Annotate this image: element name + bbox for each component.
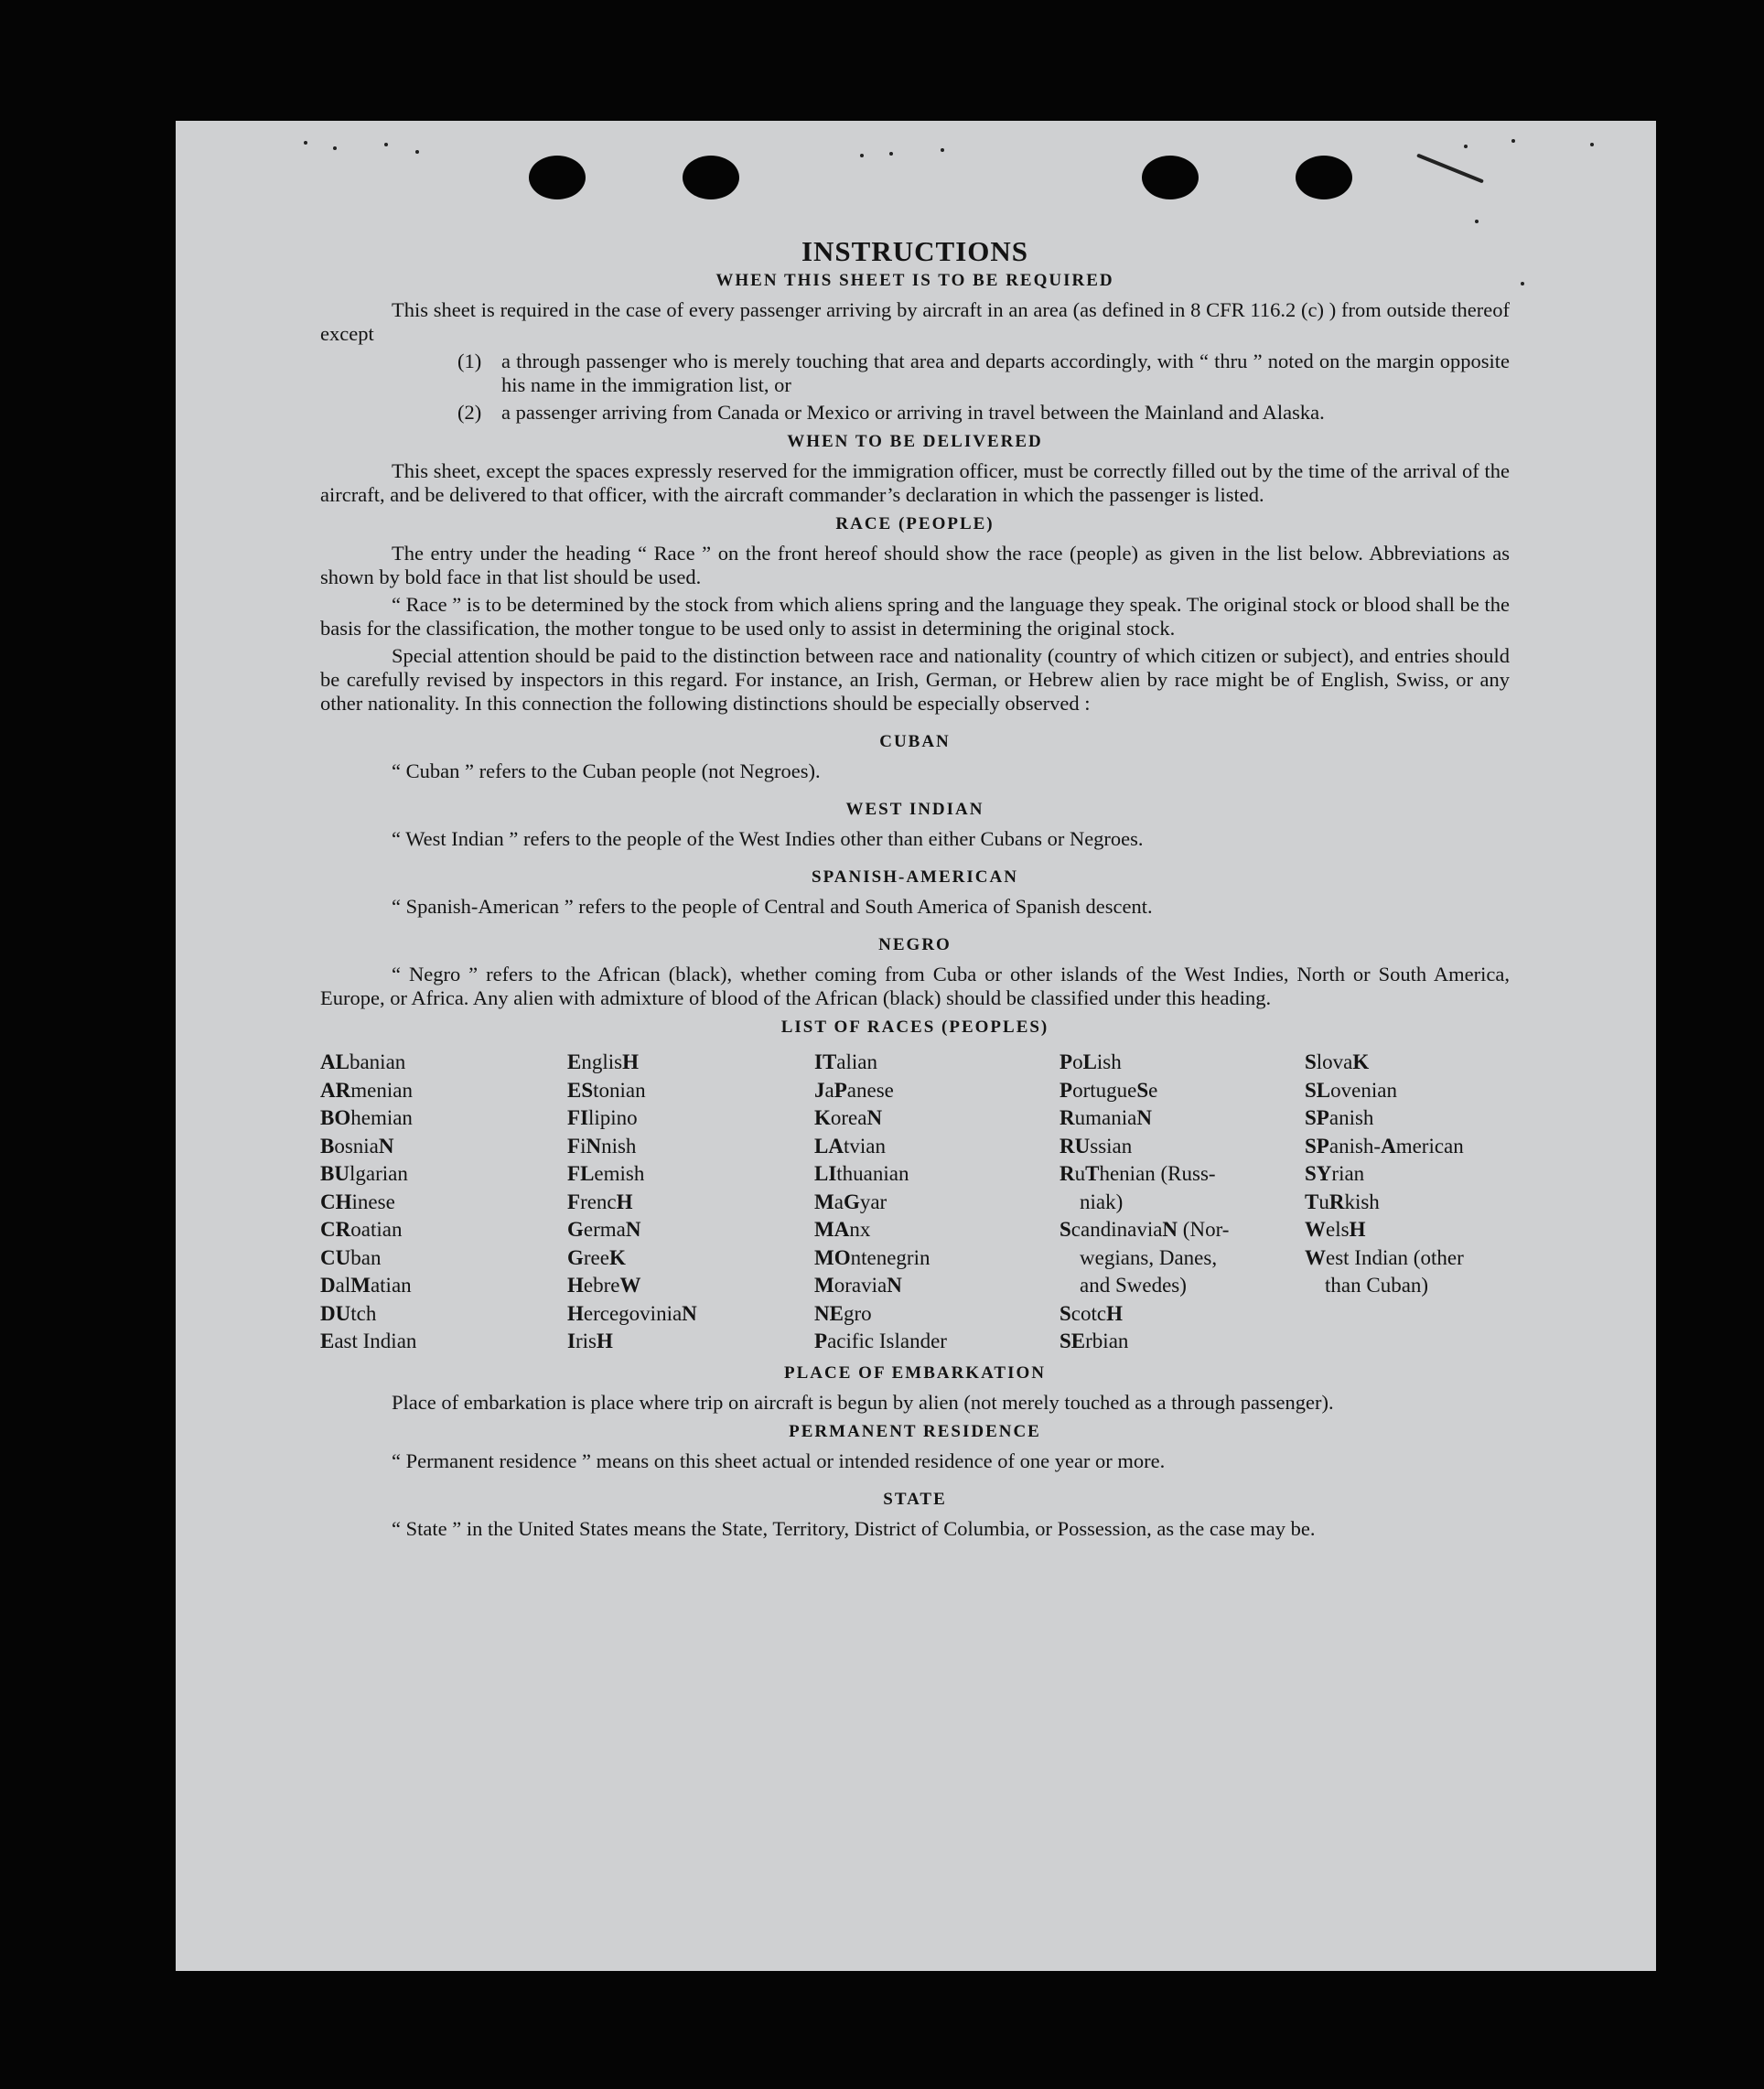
race-entry: BosniaN bbox=[320, 1134, 394, 1158]
races-list bbox=[320, 1049, 1510, 1356]
spanish-american-text: “ Spanish-American ” refers to the people of Central and South America of Spanish descent. bbox=[392, 895, 1153, 918]
west-indian-text: “ West Indian ” refers to the people of the West Indies other than either Cubans or Negroes. bbox=[392, 827, 1144, 850]
instructions-content bbox=[320, 235, 1510, 1541]
races-column bbox=[567, 1049, 814, 1356]
race-entry: FIlipino bbox=[567, 1106, 638, 1129]
race-entry: EnglisH bbox=[567, 1050, 639, 1073]
scratch-mark bbox=[1416, 154, 1484, 184]
race-entry: PoLish bbox=[1059, 1050, 1122, 1073]
heading-cuban: CUBAN bbox=[879, 732, 951, 751]
race-entry: TuRkish bbox=[1305, 1190, 1380, 1213]
race-entry: ScandinaviaN (Nor- bbox=[1059, 1218, 1230, 1241]
page-title: INSTRUCTIONS bbox=[801, 235, 1028, 267]
race-entry: DalMatian bbox=[320, 1274, 412, 1297]
race-entry: GermaN bbox=[567, 1218, 641, 1241]
race-entry: SYrian bbox=[1305, 1162, 1365, 1185]
speck bbox=[889, 152, 893, 156]
speck bbox=[304, 141, 307, 145]
speck bbox=[415, 150, 419, 154]
heading-when-delivered: WHEN TO BE DELIVERED bbox=[787, 432, 1043, 451]
race-entry: MaGyar bbox=[814, 1190, 887, 1213]
race-paragraph: Special attention should be paid to the distinction between race and nationality (country of which citizen or subject), and entries should be carefully revised by inspectors in this regard. For instance, an Irish, German, or Hebrew alien by race might be of English, Swiss, or any other nationality. In this connection the following distinctions should be especially observed : bbox=[320, 644, 1510, 715]
punch-hole bbox=[529, 156, 586, 199]
race-entry-continuation: than Cuban) bbox=[1325, 1274, 1429, 1297]
heading-state: STATE bbox=[883, 1489, 947, 1509]
speck bbox=[1475, 220, 1479, 223]
race-entry: RUssian bbox=[1059, 1134, 1133, 1158]
heading-negro: NEGRO bbox=[878, 935, 952, 954]
heading-spanish-american: SPANISH-AMERICAN bbox=[812, 867, 1018, 887]
race-entry: HebreW bbox=[567, 1274, 641, 1297]
race-entry-continuation: niak) bbox=[1080, 1190, 1124, 1213]
punch-hole bbox=[683, 156, 739, 199]
race-entry: East Indian bbox=[320, 1330, 417, 1352]
when-required-intro: This sheet is required in the case of every passenger arriving by aircraft in an area (as defined in 8 CFR 116.2 (c) ) from outside thereof except bbox=[320, 298, 1510, 345]
embarkation-text: Place of embarkation is place where trip on aircraft is begun by alien (not merely touched as a through passenger). bbox=[392, 1390, 1334, 1414]
cuban-text: “ Cuban ” refers to the Cuban people (not Negroes). bbox=[392, 759, 821, 782]
permanent-residence-text: “ Permanent residence ” means on this sheet actual or intended residence of one year or more. bbox=[392, 1448, 1166, 1472]
speck bbox=[941, 148, 944, 152]
speck bbox=[1464, 145, 1468, 148]
speck bbox=[333, 146, 337, 150]
speck bbox=[860, 154, 864, 157]
race-entry: JaPanese bbox=[814, 1078, 894, 1102]
document-sheet bbox=[176, 121, 1656, 1971]
race-entry: SPanish bbox=[1305, 1106, 1374, 1129]
race-entry: FLemish bbox=[567, 1162, 645, 1185]
speck bbox=[384, 143, 388, 146]
race-entry: DUtch bbox=[320, 1301, 377, 1325]
race-entry: IrisH bbox=[567, 1330, 613, 1352]
punch-hole bbox=[1296, 156, 1352, 199]
race-entry: FrencH bbox=[567, 1190, 633, 1213]
race-paragraph: “ Race ” is to be determined by the stock from which aliens spring and the language they speak. The original stock or blood shall be the basis for the classification, the mother tongue to be used only to assist in determining the original stock. bbox=[320, 593, 1510, 640]
exception-item bbox=[320, 350, 1510, 397]
race-entry: PortugueSe bbox=[1059, 1078, 1158, 1102]
races-column bbox=[1305, 1049, 1510, 1356]
race-entry: SLovenian bbox=[1305, 1078, 1397, 1102]
race-entry: BUlgarian bbox=[320, 1162, 408, 1185]
race-entry: MAnx bbox=[814, 1218, 871, 1241]
races-column bbox=[320, 1049, 567, 1356]
race-entry: FiNnish bbox=[567, 1134, 637, 1158]
when-delivered-text: This sheet, except the spaces expressly reserved for the immigration officer, must be correctly filled out by the time of the arrival of the aircraft, and be delivered to that officer, with the aircraft commander’s declaration in which the passenger is listed. bbox=[320, 459, 1510, 506]
race-paragraph: The entry under the heading “ Race ” on the front hereof should show the race (people) as given in the list below. Abbreviations as shown by bold face in that list should be used. bbox=[320, 542, 1510, 588]
race-entry: SlovaK bbox=[1305, 1050, 1370, 1073]
exception-number: (2) bbox=[457, 401, 482, 424]
negro-text: “ Negro ” refers to the African (black), whether coming from Cuba or other islands of the West Indies, North or South America, Europe, or Africa. Any alien with admixture of blood of the African (black) should be classified under this heading. bbox=[320, 963, 1510, 1009]
race-entry: BOhemian bbox=[320, 1106, 413, 1129]
race-entry: EStonian bbox=[567, 1078, 646, 1102]
heading-west-indian: WEST INDIAN bbox=[845, 800, 984, 819]
race-entry: LAtvian bbox=[814, 1134, 886, 1158]
speck bbox=[1521, 282, 1524, 285]
heading-when-required: WHEN THIS SHEET IS TO BE REQUIRED bbox=[715, 271, 1114, 290]
race-entry: GreeK bbox=[567, 1245, 626, 1269]
race-entry: ScotcH bbox=[1059, 1301, 1123, 1325]
exception-number: (1) bbox=[457, 350, 482, 372]
race-entry: NEgro bbox=[814, 1301, 872, 1325]
speck bbox=[1511, 139, 1515, 143]
race-entry: MoraviaN bbox=[814, 1274, 902, 1297]
race-entry-continuation: and Swedes) bbox=[1080, 1274, 1187, 1297]
race-entry: CHinese bbox=[320, 1190, 395, 1213]
race-entry-continuation: wegians, Danes, bbox=[1080, 1245, 1218, 1269]
race-entry: ARmenian bbox=[320, 1078, 413, 1102]
race-entry: SPanish-American bbox=[1305, 1134, 1464, 1158]
exception-text: a through passenger who is merely touching that area and departs accordingly, with “ thru ” noted on the margin opposite his name in the immigration list, or bbox=[501, 350, 1510, 396]
races-column bbox=[814, 1049, 1059, 1356]
race-entry: WelsH bbox=[1305, 1218, 1366, 1241]
state-text: “ State ” in the United States means the State, Territory, District of Columbia, or Possession, as the case may be. bbox=[392, 1516, 1316, 1540]
heading-permanent-residence: PERMANENT RESIDENCE bbox=[789, 1421, 1041, 1441]
race-entry: SErbian bbox=[1059, 1330, 1129, 1352]
race-entry: RuThenian (Russ- bbox=[1059, 1162, 1216, 1185]
race-entry: MOntenegrin bbox=[814, 1245, 930, 1269]
exception-text: a passenger arriving from Canada or Mexico or arriving in travel between the Mainland and Alaska. bbox=[501, 401, 1325, 424]
race-entry: LIthuanian bbox=[814, 1162, 909, 1185]
race-entry: CRoatian bbox=[320, 1218, 403, 1241]
race-entry: CUban bbox=[320, 1245, 382, 1269]
exception-item bbox=[320, 401, 1510, 425]
race-entry: Pacific Islander bbox=[814, 1330, 947, 1352]
heading-race: RACE (PEOPLE) bbox=[835, 514, 995, 533]
heading-list-of-races: LIST OF RACES (PEOPLES) bbox=[780, 1018, 1049, 1037]
heading-embarkation: PLACE OF EMBARKATION bbox=[784, 1362, 1046, 1383]
race-entry: KoreaN bbox=[814, 1106, 883, 1129]
punch-hole bbox=[1142, 156, 1199, 199]
races-column bbox=[1059, 1049, 1305, 1356]
race-entry: West Indian (other bbox=[1305, 1245, 1464, 1269]
race-entry: HercegoviniaN bbox=[567, 1301, 697, 1325]
race-entry: RumaniaN bbox=[1059, 1106, 1152, 1129]
race-entry: ITalian bbox=[814, 1050, 877, 1073]
race-entry: ALbanian bbox=[320, 1050, 406, 1073]
speck bbox=[1590, 143, 1594, 146]
